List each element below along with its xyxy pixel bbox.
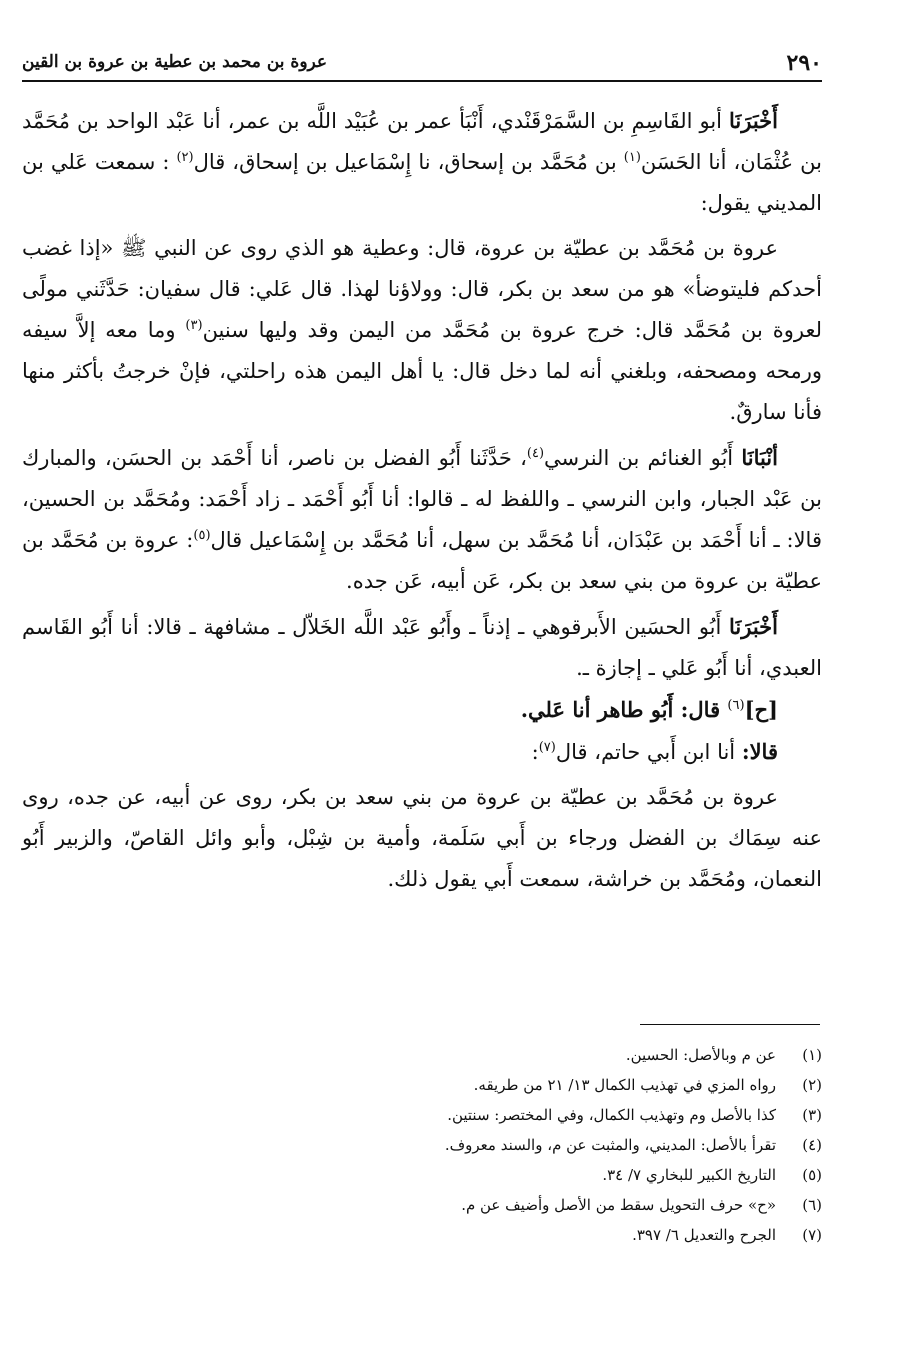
footnote-number: (٦) (802, 1196, 822, 1214)
page-number: ٢٩٠ (786, 50, 822, 76)
footnote-divider (640, 1024, 820, 1025)
footnote-ref: (١) (623, 150, 641, 165)
paragraph-text: أَبُو الغنائم بن النرسي (544, 446, 742, 470)
footnote-ref: (٣) (185, 318, 203, 333)
footnote-number: (١) (802, 1046, 822, 1064)
footnote-text: تقرأ بالأصل: المديني، والمثبت عن م، والسند معروف. (444, 1136, 776, 1154)
paragraph-text: قال: أَبُو طاهر أنا عَلي. (520, 697, 728, 722)
paragraph-text: أنا ابن أَبي حاتم، قال (555, 740, 742, 764)
footnote-ref: (٤) (526, 446, 545, 461)
paragraph (22, 437, 822, 602)
footnote (102, 1160, 822, 1190)
paragraph-text: عروة بن مُحَمَّد بن عطيّة بن عروة من بني سعد بن بكر، روى عن أبيه، عن جده، روى عنه سِمَاك بن الفضل ورجاء بن أَبي سَلَمة، وأمية بن شِبْل، وأبو وائل القاصّ، والزبير أَبُو النعمان، ومُحَمَّد بن خراشة، سمعت أَبي يقول ذلك. (22, 785, 822, 891)
paragraph (22, 689, 822, 731)
footnote (102, 1100, 822, 1130)
footnote-text: كذا بالأصل وم وتهذيب الكمال، وفي المختصر: سنتين. (447, 1106, 776, 1124)
paragraph-text: أَبُو الحسَين الأَبرقوهي ـ إذناً ـ وأَبُو عَبْد اللَّه الخَلاّل ـ مشافهة ـ قالا: أنا أَبُو القَاسم العبدي، أنا أَبُو عَلي ـ إجازة ـ. (22, 615, 822, 680)
running-title: عروة بن محمد بن عطية بن عروة بن القين (22, 52, 328, 72)
paragraph-lead: قالا: (741, 739, 778, 764)
paragraph (22, 228, 822, 433)
footnote-ref: (٥) (193, 528, 211, 543)
paragraph (22, 777, 822, 900)
footnote-ref: (٢) (176, 150, 194, 165)
paragraph-text: بن مُحَمَّد بن إسحاق، نا إِسْمَاعيل بن إسحاق، قال (193, 150, 624, 174)
footnote-text: التاريخ الكبير للبخاري ٧/ ٣٤. (602, 1166, 776, 1184)
footnote (102, 1070, 822, 1100)
paragraph-text: ، حَدَّثَنا أَبُو الفضل بن ناصر، أنا أَحْمَد بن الحسَن، والمبارك بن عَبْد الجبار، وابن النرسي ـ واللفظ له ـ قالوا: أنا أَبُو أَحْمَد ـ زاد أَحْمَد: ومُحَمَّد بن الحسين، قالا: ـ أنا أَحْمَد بن عَبْدَان، أنا مُحَمَّد بن سهل، أنا مُحَمَّد بن إِسْمَاعيل قال (22, 446, 822, 552)
footnote-text: رواه المزي في تهذيب الكمال ١٣/ ٢١ من طريقه. (473, 1076, 776, 1094)
page-header (22, 44, 822, 82)
paragraph-lead: أنْبَانَا (741, 445, 778, 470)
footnote (102, 1130, 822, 1160)
paragraph (22, 606, 822, 689)
main-text (22, 100, 822, 900)
paragraph-text: أبو القَاسِمِ بن السَّمَرْقَنْدي، أَنْبَأ عمر بن عُبَيْد اللَّه بن عمر، أنا عَبْد الواحد بن مُحَمَّد بن عُثْمَان، أنا الحَسَن (22, 109, 822, 174)
footnote (102, 1040, 822, 1070)
paragraph-text: : (531, 740, 539, 764)
paragraph-text: : عروة بن مُحَمَّد بن عطيّة بن عروة من بني سعد بن بكر، عَن أبيه، عَن جده. (22, 528, 822, 593)
footnote-number: (٢) (802, 1076, 822, 1094)
footnote-ref: (٦) (727, 698, 745, 713)
footnote-text: الجرح والتعديل ٦/ ٣٩٧. (632, 1226, 776, 1244)
paragraph-lead: [ح] (744, 697, 778, 722)
paragraph-lead: أَخْبَرَنَا (729, 108, 778, 133)
paragraph-text: وما معه إلاَّ سيفه ورمحه ومصحفه، وبلغني أنه لما دخل قال: يا أهل اليمن هذه راحلتي، فإنْ خرجتُ بأكثر منها فأنا سارقٌ. (22, 318, 822, 424)
paragraph (22, 100, 822, 224)
paragraph-lead: أَخْبَرَنَا (729, 614, 778, 639)
footnotes (102, 1040, 822, 1250)
footnote-text: «ح» حرف التحويل سقط من الأصل وأضيف عن م. (461, 1196, 776, 1214)
paragraph (22, 731, 822, 773)
footnote-ref: (٧) (538, 740, 556, 755)
paragraph-text: عروة بن مُحَمَّد بن عطيّة بن عروة، قال: وعطية هو الذي روى عن النبي ﷺ «إذا غضب أحدكم فليتوضأ» هو من سعد بن بكر، قال: وولاؤنا لهذا. قال عَلي: قال سفيان: حَدَّثَني مولًى لعروة بن مُحَمَّد قال: خرج عروة بن مُحَمَّد من اليمن وقد وليها سنين (22, 236, 822, 342)
paragraph-text: : سمعت عَلي بن المديني يقول: (22, 150, 822, 215)
footnote (102, 1190, 822, 1220)
footnote (102, 1220, 822, 1250)
footnote-number: (٥) (802, 1166, 822, 1184)
footnote-text: عن م وبالأصل: الحسين. (625, 1046, 776, 1064)
footnote-number: (٣) (802, 1106, 822, 1124)
footnote-number: (٧) (802, 1226, 822, 1244)
footnote-number: (٤) (802, 1136, 822, 1154)
